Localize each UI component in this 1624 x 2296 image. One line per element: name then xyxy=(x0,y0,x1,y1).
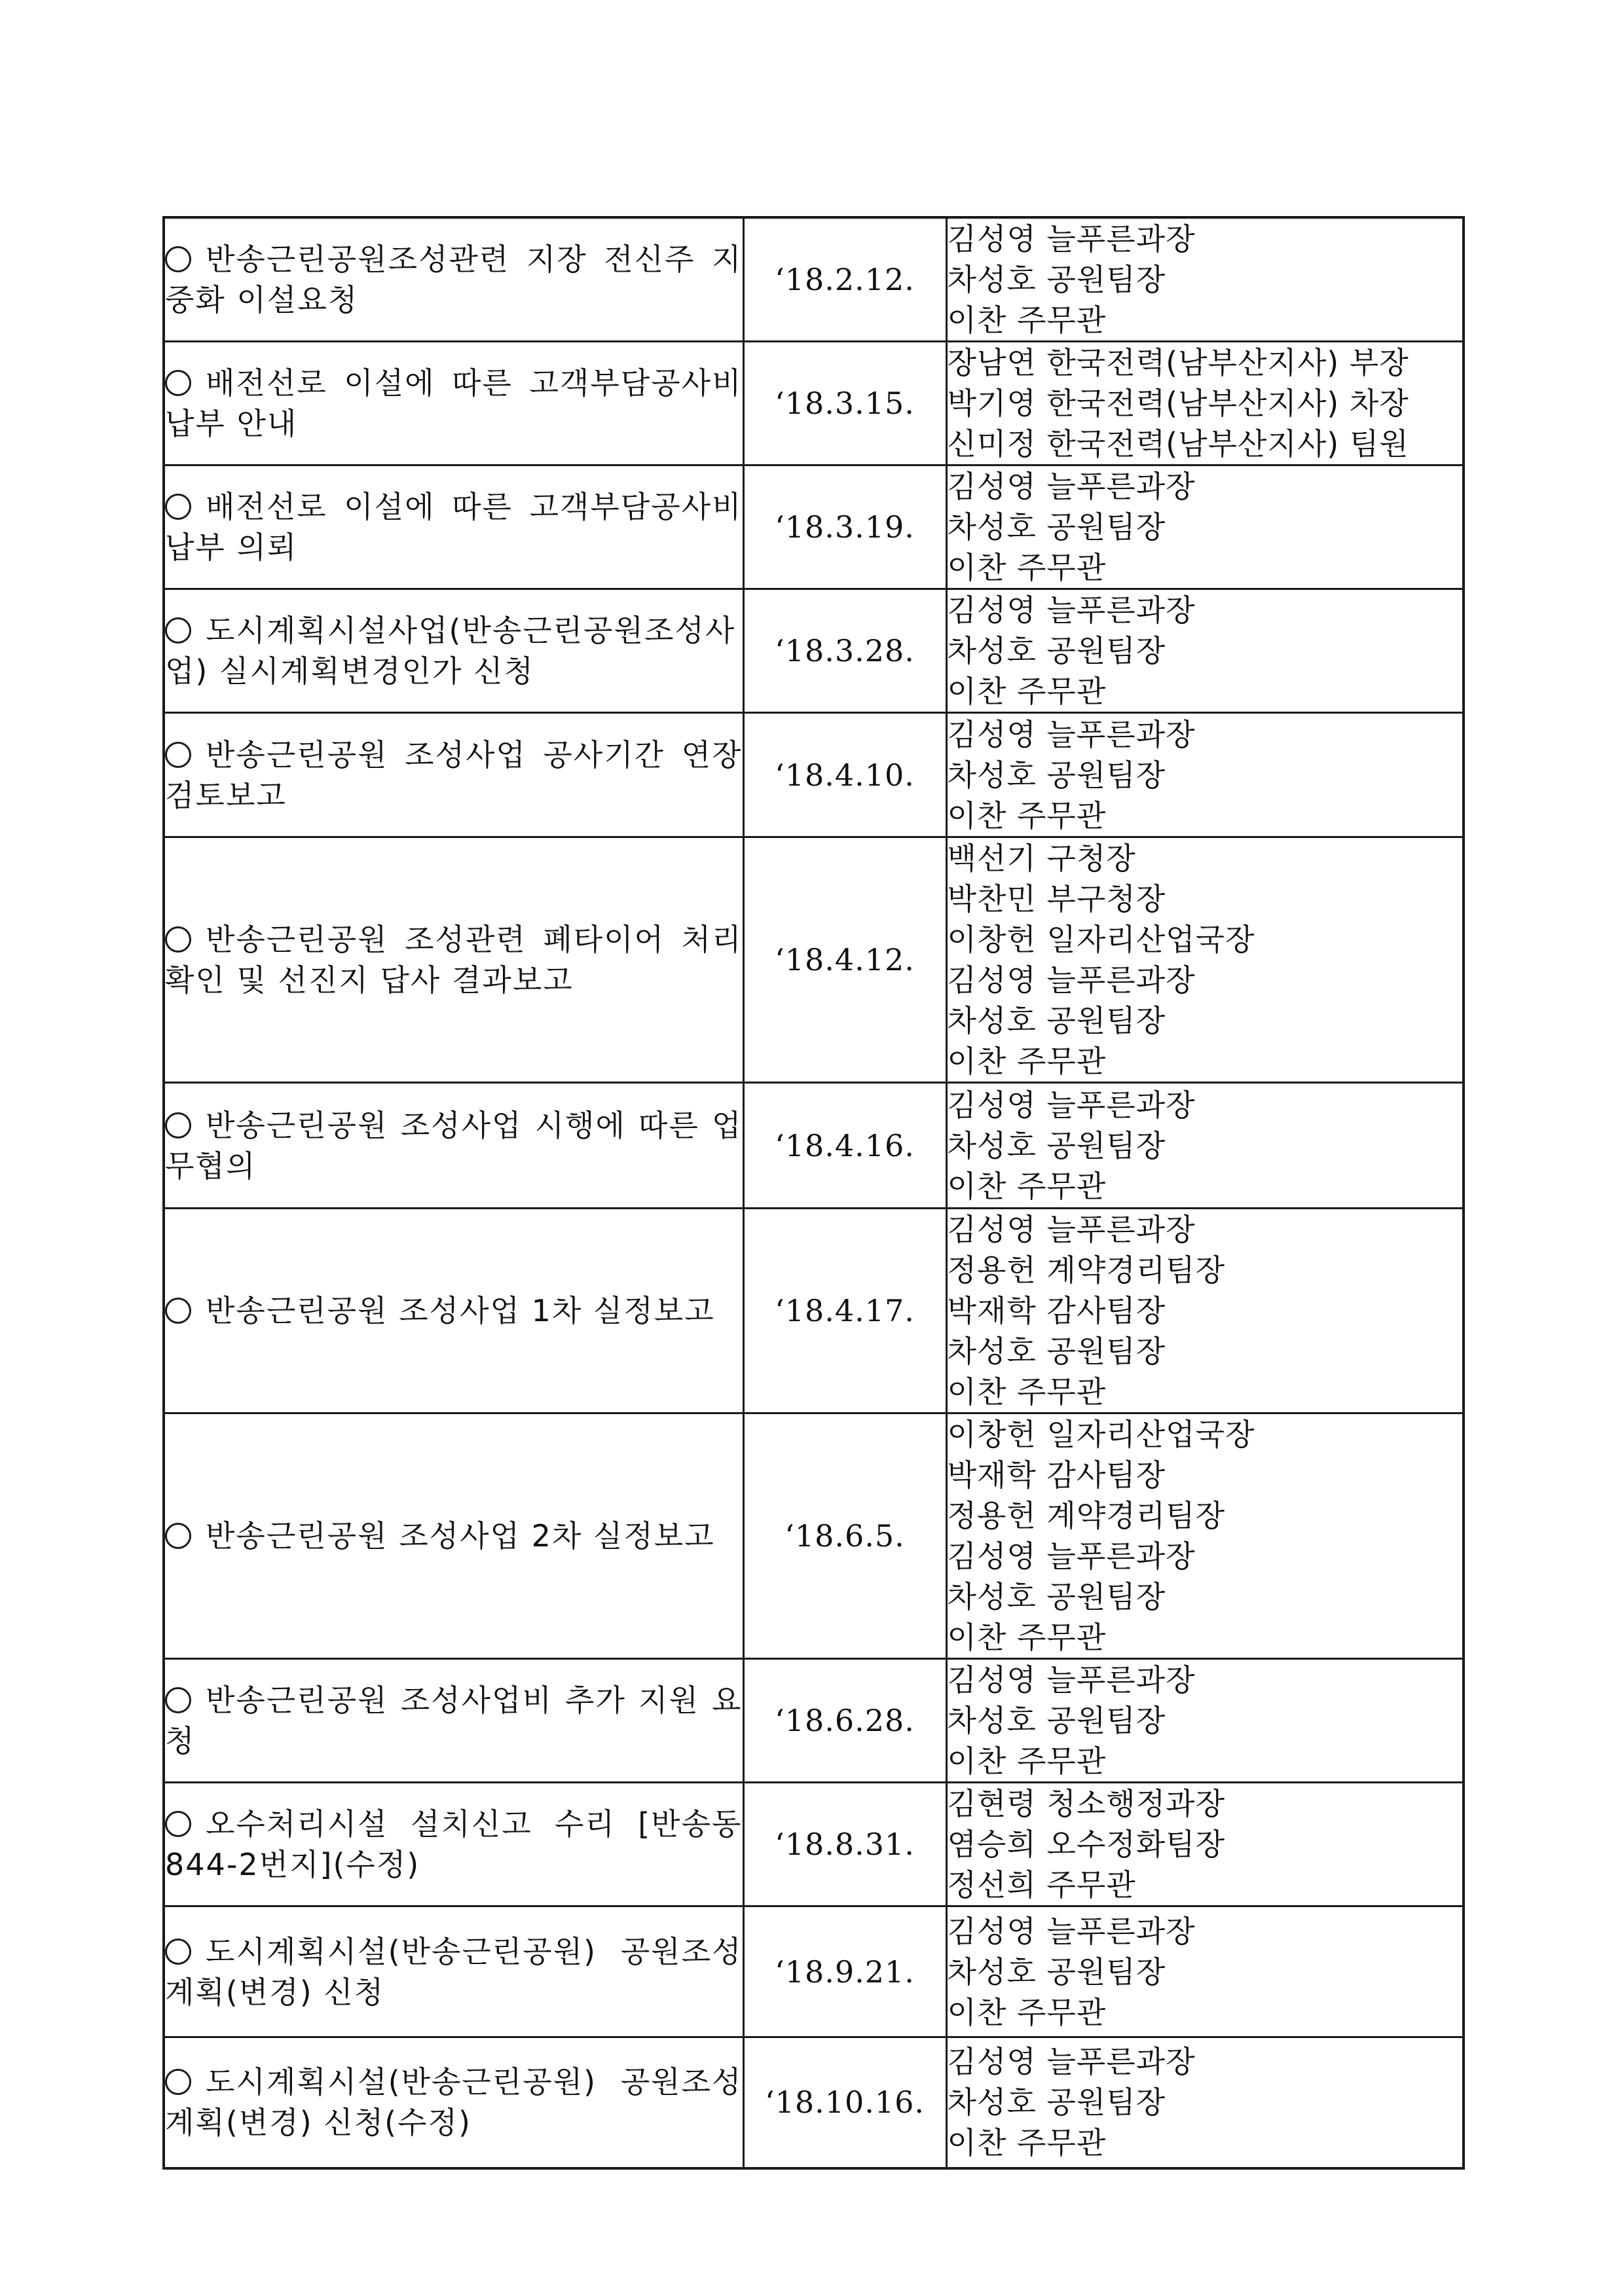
attendee: 김성영 늘푸른과장 xyxy=(947,1662,1196,1698)
attendee: 백선기 구청장 xyxy=(947,841,1136,876)
report-table-body xyxy=(164,217,1464,2168)
subject-text: 반송근린공원 조성사업비 추가 지원 요청 xyxy=(165,1683,743,1758)
subject-text: 반송근린공원 조성사업 시행에 따른 업무협의 xyxy=(165,1107,743,1184)
subject-cell xyxy=(164,713,743,837)
report-table xyxy=(162,216,1465,2170)
attendee: 박기영 한국전력(남부산지사) 차장 xyxy=(947,386,1409,421)
attendee: 김성영 늘푸른과장 xyxy=(947,716,1196,752)
date-cell: ‘18.9.21. xyxy=(743,1906,946,2037)
circle-bullet-icon xyxy=(165,926,191,953)
subject-cell xyxy=(164,465,743,589)
date-cell: ‘18.3.19. xyxy=(743,465,946,589)
attendee: 이찬 주무관 xyxy=(947,1044,1107,1079)
attendees-cell xyxy=(946,589,1464,713)
date-cell: ‘18.8.31. xyxy=(743,1783,946,1906)
table-row xyxy=(164,2037,1464,2168)
attendees-cell xyxy=(946,713,1464,837)
attendee: 박찬민 부구청장 xyxy=(947,881,1166,917)
attendee: 정선희 주무관 xyxy=(947,1867,1136,1903)
circle-bullet-icon xyxy=(165,617,191,644)
attendee: 정용헌 계약경리팀장 xyxy=(947,1498,1226,1533)
subject-cell xyxy=(164,2037,743,2168)
attendees-cell xyxy=(946,1659,1464,1783)
attendee: 김성영 늘푸른과장 xyxy=(947,2044,1196,2080)
attendee: 김성영 늘푸른과장 xyxy=(947,962,1196,998)
attendee: 김성영 늘푸른과장 xyxy=(947,1212,1196,1247)
attendee: 이찬 주무관 xyxy=(947,1168,1107,1204)
date-cell: ‘18.4.16. xyxy=(743,1083,946,1209)
attendee: 차성호 공원팀장 xyxy=(947,757,1166,793)
subject-cell xyxy=(164,217,743,342)
attendee: 김성영 늘푸른과장 xyxy=(947,1087,1196,1123)
attendee: 이창헌 일자리산업국장 xyxy=(947,922,1255,957)
attendees-cell xyxy=(946,1413,1464,1659)
attendees-cell xyxy=(946,465,1464,589)
attendee: 김성영 늘푸른과장 xyxy=(947,469,1196,504)
attendee: 김성영 늘푸른과장 xyxy=(947,1913,1196,1949)
attendees-cell xyxy=(946,2037,1464,2168)
subject-text: 반송근린공원 조성사업 1차 실정보고 xyxy=(206,1293,715,1328)
subject-cell xyxy=(164,837,743,1083)
attendee: 정용헌 계약경리팀장 xyxy=(947,1252,1226,1288)
attendee: 박재학 감사팀장 xyxy=(947,1293,1166,1328)
date-cell: ‘18.2.12. xyxy=(743,217,946,342)
subject-cell xyxy=(164,589,743,713)
attendee: 이찬 주무관 xyxy=(947,797,1107,833)
attendee: 차성호 공원팀장 xyxy=(947,1954,1166,1990)
attendees-cell xyxy=(946,837,1464,1083)
attendee: 김성영 늘푸른과장 xyxy=(947,592,1196,628)
attendees-cell xyxy=(946,1906,1464,2037)
table-row xyxy=(164,1783,1464,1906)
attendee: 차성호 공원팀장 xyxy=(947,1127,1166,1163)
attendee: 차성호 공원팀장 xyxy=(947,509,1166,545)
circle-bullet-icon xyxy=(165,2069,191,2095)
date-cell: ‘18.4.12. xyxy=(743,837,946,1083)
attendee: 박재학 감사팀장 xyxy=(947,1457,1166,1493)
subject-text: 도시계획시설(반송근린공원) 공원조성계획(변경) 신청 xyxy=(165,1933,743,2010)
attendee: 김현령 청소행정과장 xyxy=(947,1786,1226,1821)
attendees-cell xyxy=(946,217,1464,342)
circle-bullet-icon xyxy=(165,1939,191,1965)
attendee: 차성호 공원팀장 xyxy=(947,1003,1166,1038)
attendee: 김성영 늘푸른과장 xyxy=(947,1539,1196,1574)
attendee: 이찬 주무관 xyxy=(947,674,1107,709)
attendee: 이창헌 일자리산업국장 xyxy=(947,1417,1255,1452)
table-row xyxy=(164,342,1464,465)
attendee: 차성호 공원팀장 xyxy=(947,1579,1166,1614)
subject-cell xyxy=(164,1906,743,2037)
circle-bullet-icon xyxy=(165,1112,191,1139)
table-row xyxy=(164,1413,1464,1659)
attendee: 차성호 공원팀장 xyxy=(947,262,1166,297)
table-row xyxy=(164,837,1464,1083)
circle-bullet-icon xyxy=(165,1811,191,1837)
attendees-cell xyxy=(946,342,1464,465)
subject-text: 배전선로 이설에 따른 고객부담공사비 납부 안내 xyxy=(165,365,743,441)
subject-text: 오수처리시설 설치신고 수리 [반송동 844-2번지](수정) xyxy=(165,1806,743,1882)
table-row xyxy=(164,1083,1464,1209)
subject-text: 반송근린공원조성관련 지장 전신주 지중화 이설요청 xyxy=(165,242,743,318)
attendee: 신미정 한국전력(남부산지사) 팀원 xyxy=(947,426,1409,462)
subject-cell xyxy=(164,1083,743,1209)
circle-bullet-icon xyxy=(165,246,191,272)
date-cell: ‘18.3.15. xyxy=(743,342,946,465)
date-cell: ‘18.6.5. xyxy=(743,1413,946,1659)
attendee: 차성호 공원팀장 xyxy=(947,633,1166,668)
subject-text: 반송근린공원 조성사업 공사기간 연장 검토보고 xyxy=(165,737,743,813)
attendee: 이찬 주무관 xyxy=(947,2125,1107,2161)
table-row xyxy=(164,1659,1464,1783)
table-row xyxy=(164,217,1464,342)
attendees-cell xyxy=(946,1083,1464,1209)
attendees-cell xyxy=(946,1209,1464,1413)
circle-bullet-icon xyxy=(165,370,191,396)
attendee: 이찬 주무관 xyxy=(947,302,1107,338)
subject-cell xyxy=(164,1783,743,1906)
attendee: 장남연 한국전력(남부산지사) 부장 xyxy=(947,345,1409,380)
circle-bullet-icon xyxy=(165,494,191,520)
subject-text: 배전선로 이설에 따른 고객부담공사비 납부 의뢰 xyxy=(165,489,743,565)
subject-text: 반송근린공원 조성관련 폐타이어 처리 확인 및 선진지 답사 결과보고 xyxy=(165,922,743,998)
date-cell: ‘18.6.28. xyxy=(743,1659,946,1783)
subject-cell xyxy=(164,1209,743,1413)
attendee: 이찬 주무관 xyxy=(947,1374,1107,1410)
attendee: 염승희 오수정화팀장 xyxy=(947,1827,1226,1862)
date-cell: ‘18.4.10. xyxy=(743,713,946,837)
subject-cell xyxy=(164,1413,743,1659)
date-cell: ‘18.4.17. xyxy=(743,1209,946,1413)
table-row xyxy=(164,713,1464,837)
table-row xyxy=(164,465,1464,589)
table-row xyxy=(164,589,1464,713)
date-cell: ‘18.3.28. xyxy=(743,589,946,713)
subject-cell xyxy=(164,342,743,465)
attendee: 차성호 공원팀장 xyxy=(947,1703,1166,1738)
circle-bullet-icon xyxy=(165,742,191,768)
attendee: 이찬 주무관 xyxy=(947,1620,1107,1655)
attendee: 이찬 주무관 xyxy=(947,550,1107,585)
circle-bullet-icon xyxy=(165,1687,191,1713)
attendee: 이찬 주무관 xyxy=(947,1743,1107,1779)
attendee: 이찬 주무관 xyxy=(947,1994,1107,2030)
attendees-cell xyxy=(946,1783,1464,1906)
attendee: 차성호 공원팀장 xyxy=(947,2085,1166,2121)
circle-bullet-icon xyxy=(165,1298,191,1324)
subject-cell xyxy=(164,1659,743,1783)
circle-bullet-icon xyxy=(165,1523,191,1549)
attendee: 차성호 공원팀장 xyxy=(947,1334,1166,1369)
subject-text: 도시계획시설(반송근린공원) 공원조성계획(변경) 신청(수정) xyxy=(165,2064,743,2141)
subject-text: 반송근린공원 조성사업 2차 실정보고 xyxy=(206,1518,715,1554)
table-row xyxy=(164,1906,1464,2037)
subject-text: 도시계획시설사업(반송근린공원조성사업) 실시계획변경인가 신청 xyxy=(165,613,736,689)
table-row xyxy=(164,1209,1464,1413)
date-cell: ‘18.10.16. xyxy=(743,2037,946,2168)
attendee: 김성영 늘푸른과장 xyxy=(947,221,1196,257)
